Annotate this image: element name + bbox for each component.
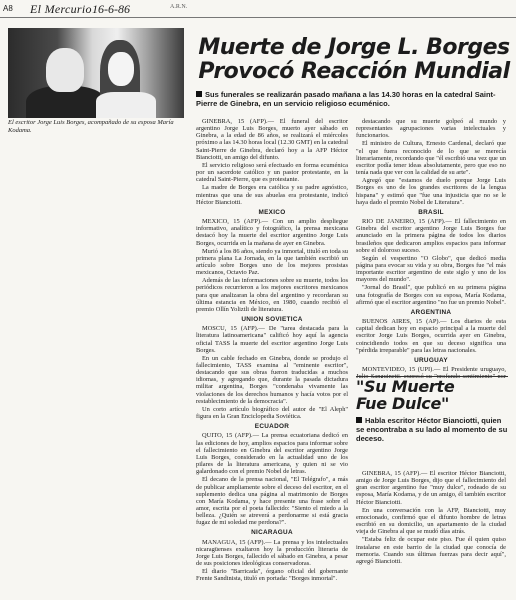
article-left-column (196, 118, 348, 592)
section-heading: MEXICO (258, 208, 286, 216)
article-subhead: Sus funerales se realizarán pasado mañana a las 14.30 horas en la catedral Saint-Pierre de Ginebra, en un servicio religioso ecuménico. (196, 90, 496, 108)
paragraph: BUENOS AIRES, 15 (AP).— Los diarios de esta capital dedican hoy en espacio principal a la muerte del escritor Jorge Luis Borges, ocurrida ayer en Ginebra, coincidiendo todos en que su deceso significa una "pérdida irreparable" para las letras nacionales. (356, 318, 506, 354)
clipping-header (0, 2, 516, 18)
section-heading: UNION SOVIETICA (241, 316, 303, 324)
handwritten-date: 16-6-86 (92, 2, 130, 16)
paragraph: El servicio religioso será efectuado en forma ecuménica por un sacerdote católico y un pastor protestante, en la catedral Saint-Pierre, que es protestante. (196, 161, 348, 184)
publication-name: El Mercurio (30, 2, 92, 16)
headline-line-1: Muerte de Jorge L. Borges (198, 35, 510, 60)
paragraph: MEXICO, 15 (AFP).— Con un amplio despliegue informativo, analítico y fotográfico, la prensa mexicana destacó hoy la muerte del escritor argentino Jorge Luis Borges, ocurrida en la mañana de ayer en Ginebra. (196, 218, 348, 247)
headline-line-2: Provocó Reacción Mundial (198, 59, 510, 84)
paragraph: Además de las informaciones sobre su muerte, todos los periódicos recurrieron a los mejores escritores mexicanos para que analizaran la obra del argentino y recordaran su última estancia en México, en 1980, cuando recibió el premio Ollín Yoliztli de literatura. (196, 277, 348, 313)
paragraph: Agregó que "estamos de duelo porque Jorge Luis Borges es uno de los grandes escritores de la lengua hispana" y estimó que "fue una injusticia que no se le haya dado el premio Nobel de Literatura". (356, 177, 506, 206)
paragraph: El ministro de Cultura, Ernesto Cardenal, declaró que "el que fuera reconocido de lo que se merecía literariamente, recordando que "él escribió una vez que un escritor podía tener ideas absolutamente, pero que eso no tenía nada que ver con la calidad de su arte". (356, 140, 506, 177)
section-heading: ARGENTINA (410, 308, 452, 316)
article-headline (196, 36, 512, 84)
sidebar-box (356, 378, 508, 470)
bullet-square-icon (356, 417, 362, 423)
paragraph: El decano de la prensa nacional, "El Telégrafo", a más de publicar ampliamente sobre el deceso del escritor, en el suplemento dedica una página al matrimonio de Borges con María Kodama, y hace presente una frase sobre el amor, escrita por el poeta fallecido: "Siento el miedo a la belleza. ¿Quién se atreverá a perdonarme si está gracia fugaz de mi soledad me perdona?". (196, 476, 348, 527)
paragraph: Un corto artículo biográfico del autor de "El Aleph" figura en la Gran Enciclopedia Soviética. (196, 405, 348, 421)
paragraph: Según el vespertino "O Globo", que dedicó media página para evocar su vida y su obra, Borges fue "el más importante escritor argentino de este siglo y uno de los mayores del mundo". (356, 254, 506, 284)
paragraph: MANAGUA, 15 (AFP).— La prensa y los intelectuales nicaragüenses exaltaron hoy la producción literaria de Jorge Luis Borges, fallecido el sábado en Ginebra, a pesar de sus posiciones ideológicas conservadoras. (196, 538, 348, 568)
paragraph: "Jornal do Brasil", que publicó en su primera página una fotografía de Borges con su esposa, María Kodama, afirmó que el escritor argentino "no fue un premio Nobel". (356, 284, 506, 306)
bullet-square-icon (196, 91, 202, 97)
section-heading: ECUADOR (254, 423, 290, 431)
paragraph: La madre de Borges era católica y su padre agnóstico, mientras que una de sus abuelas era protestante, indicó Héctor Bianciotti. (196, 184, 348, 206)
paragraph: "Estaba feliz de ocupar este piso. Fue él quien quiso instalarse en este barrio de la ciudad que conocía de memoria. Cuando sus últimas fuerzas para decir aquí", agregó Bianciotti. (356, 536, 506, 565)
article-right-column (356, 118, 506, 378)
paragraph: QUITO, 15 (AFP).— La prensa ecuatoriana dedicó en las ediciones de hoy, amplios espacios para informar sobre el fallecimiento en Ginebra del escritor argentino Jorge Luis Borges, considerado en la actualidad uno de los pilares de la literatura americana, y quien ni se vio galardonado con el premio Nobel de letras. (196, 432, 348, 476)
box-lead: Habla escritor Héctor Bianciotti, quien se encontraba a su lado al momento de su deceso. (356, 416, 508, 443)
paragraph: En un cable fechado en Ginebra, donde se produjo el fallecimiento, TASS examina al "eminente escritor", destacando que sus obras fueron traducidas a muchos idiomas, y agregando que, durante la pasada dictadura militar argentina, Borges "condenaba vivamente las violaciones de los derechos humanos y hacía votos por el restablecimiento de la democracia". (196, 354, 348, 405)
section-heading: NICARAGUA (251, 529, 293, 537)
section-heading: URUGUAY (414, 356, 448, 364)
paragraph: MONTEVIDEO, 15 (UPI).— El Presidente uruguayo, (362, 366, 506, 373)
paragraph: destacando que su muerte golpeó al mundo y representantes agrupaciones varias intelectuales y funcionarios. (356, 118, 506, 140)
paragraph: MOSCU, 15 (AFP).— De "tarea destacada para la literatura latinoamericana" calificó hoy aquí la agencia oficial TASS la muerte del escritor argentino Jorge Luis Borges. (196, 325, 348, 354)
box-title: "Su Muerte Fue Dulce" (356, 377, 455, 413)
paragraph: RIO DE JANEIRO, 15 (AFP).— El fallecimiento en Ginebra del escritor argentino Jorge Luis Borges fue anunciado en la primera página de todos los diarios brasileños que dedicaron amplios espacios para informar sobre el doloroso suceso. (356, 218, 506, 254)
archive-stamp: A.R.N. (170, 4, 188, 10)
section-heading: BRASIL (418, 208, 444, 216)
borges-photo (8, 28, 184, 118)
box-body-column (356, 470, 506, 592)
paragraph: En una conversación con la AFP, Bianciotti, muy emocionado, confirmó que el difunto hombre de letras escribió en su domicilio, un apartamento de la ciudad vieja de Ginebra al que se mudó días atrás. (356, 506, 506, 536)
paragraph: El diario "Barricada", órgano oficial del gobernante Frente Sandinista, tituló en portada: "Borges inmortal". (196, 568, 348, 583)
paragraph: GINEBRA, 15 (AFP).— El funeral del escritor argentino Jorge Luis Borges, muerto ayer sábado en Ginebra, a la edad de 86 años, se realizará el miércoles próximo a las 14.30 horas local (12.30 GMT) en la catedral Saint-Pierre de Ginebra, declaró hoy a la AFP Héctor Bianciotti, un amigo del difunto. (196, 118, 348, 161)
paragraph: GINEBRA, 15 (AFP).— El escritor Héctor Bianciotti, amigo de Jorge Luis Borges, dijo que el fallecimiento del gran escritor argentino fue "muy dulce", rodeado de su esposa, María Kodama, y de un amigo, él también escritor Héctor Bianciotti. (356, 470, 506, 506)
photo-caption: El escritor Jorge Luis Borges, acompañado de su esposa María Kodama. (8, 119, 174, 134)
paragraph: Murió a los 86 años, siendo ya inmortal, tituló en toda su primera plana La Jornada, en la que también escribió un artículo sobre Borges uno de los mejores prosistas mexicanos, Octavio Paz. (196, 247, 348, 277)
header-rule (0, 17, 516, 18)
page-mark: A8 (3, 4, 13, 13)
